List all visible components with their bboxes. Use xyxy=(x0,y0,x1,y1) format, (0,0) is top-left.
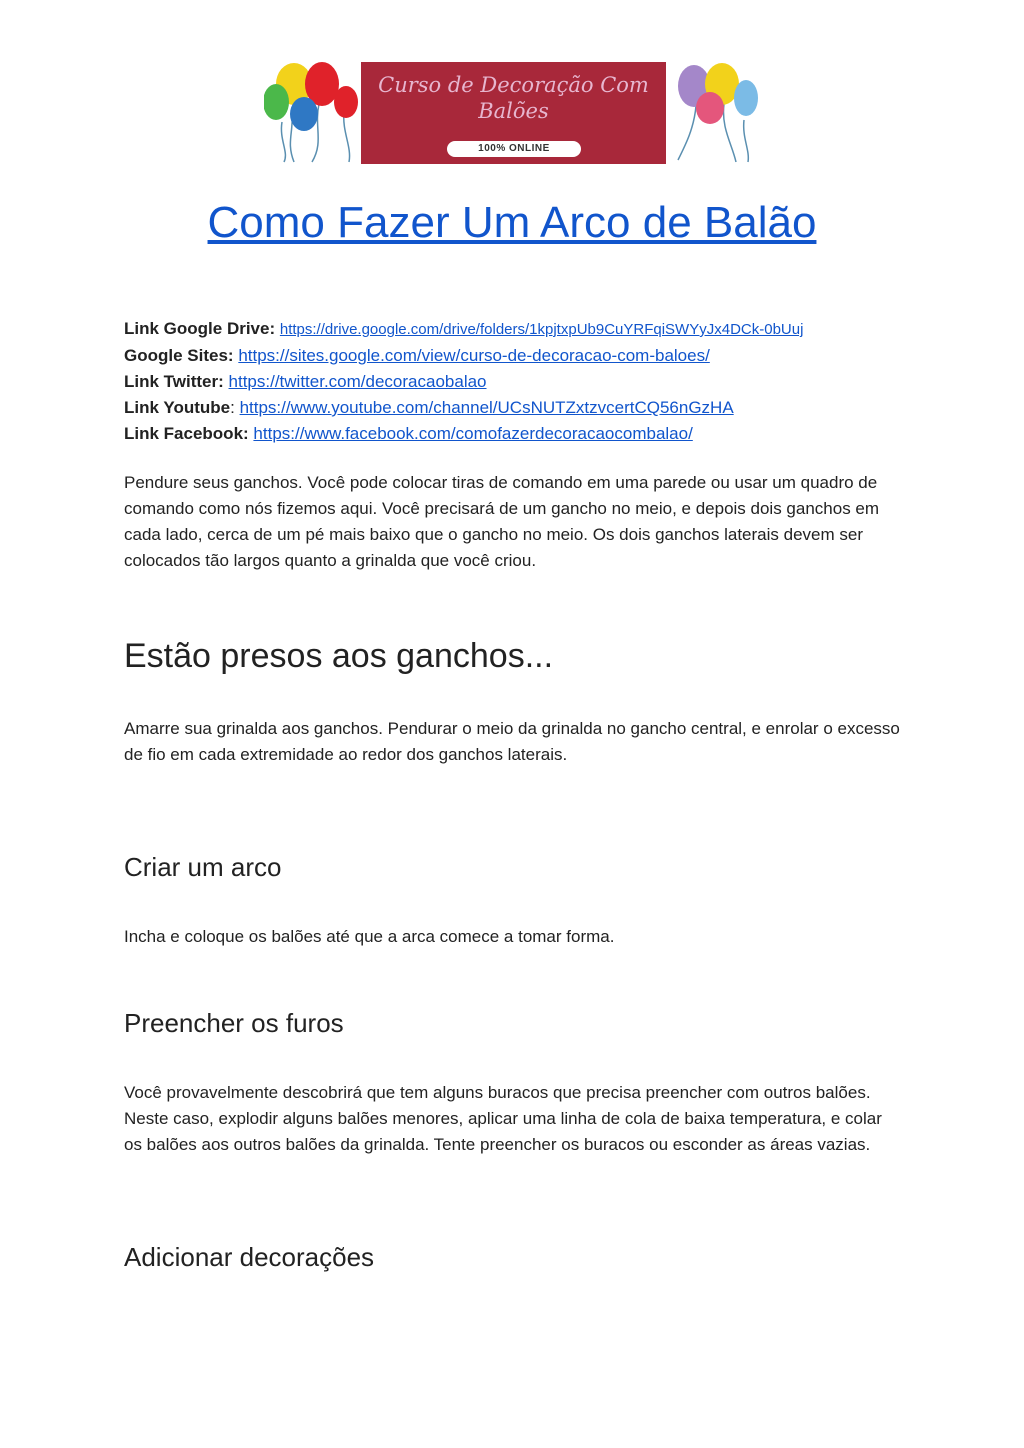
section-heading-arco: Criar um arco xyxy=(124,852,282,882)
link-label: Link Twitter: xyxy=(124,372,224,391)
document-title[interactable]: Como Fazer Um Arco de Balão xyxy=(207,198,817,247)
section-heading-ganchos: Estão presos aos ganchos... xyxy=(124,637,554,675)
link-twitter xyxy=(124,369,924,395)
link-label: Google Sites: xyxy=(124,346,234,365)
banner-badge: 100% ONLINE xyxy=(447,141,581,157)
course-banner xyxy=(264,62,756,166)
banner-box xyxy=(361,62,666,164)
balloons-left-icon xyxy=(264,62,362,166)
section-paragraph-arco: Incha e coloque os balões até que a arca comece a tomar forma. xyxy=(124,927,615,946)
section-paragraph-furos: Você provavelmente descobrirá que tem alguns buracos que precisa preencher com outros balões. Neste caso, explodir alguns balões menores, aplicar uma linha de cola de baixa temperatura, e colar os balões aos outros balões da grinalda. Tente preencher os buracos ou esconder as áreas vazias. xyxy=(124,1083,882,1154)
google-sites-link[interactable]: https://sites.google.com/view/curso-de-decoracao-com-baloes/ xyxy=(238,346,710,365)
link-label: Link Facebook: xyxy=(124,424,249,443)
links-list xyxy=(124,316,924,447)
google-drive-link[interactable]: https://drive.google.com/drive/folders/1kpjtxpUb9CuYRFqiSWYyJx4DCk-0bUuj xyxy=(279,321,804,338)
facebook-link[interactable]: https://www.facebook.com/comofazerdecoracaocombalao/ xyxy=(253,424,693,443)
youtube-link[interactable]: https://www.youtube.com/channel/UCsNUTZxtzvcertCQ56nGzHA xyxy=(239,398,734,417)
link-separator: : xyxy=(230,398,235,417)
balloons-right-icon xyxy=(666,62,758,166)
link-facebook xyxy=(124,421,924,447)
link-google-sites xyxy=(124,343,924,369)
section-heading-decoracoes: Adicionar decorações xyxy=(124,1242,375,1272)
twitter-link[interactable]: https://twitter.com/decoracaobalao xyxy=(228,372,487,391)
link-label: Link Google Drive: xyxy=(124,319,276,338)
section-paragraph-ganchos: Amarre sua grinalda aos ganchos. Pendurar o meio da grinalda no gancho central, e enrolar o excesso de fio em cada extremidade ao redor dos ganchos laterais. xyxy=(124,719,900,764)
intro-paragraph: Pendure seus ganchos. Você pode colocar tiras de comando em uma parede ou usar um quadro de comando como nós fizemos aqui. Você precisará de um gancho no meio, e depois dois ganchos em cada lado, cerca de um pé mais baixo que o gancho no meio. Os dois ganchos laterais devem ser colocados tão largos quanto a grinalda que você criou. xyxy=(124,473,880,570)
link-label: Link Youtube xyxy=(124,398,231,417)
section-heading-furos: Preencher os furos xyxy=(124,1008,344,1038)
link-youtube xyxy=(124,395,924,421)
link-google-drive xyxy=(124,316,924,343)
banner-title: Curso de Decoração Com Balões xyxy=(378,73,649,123)
